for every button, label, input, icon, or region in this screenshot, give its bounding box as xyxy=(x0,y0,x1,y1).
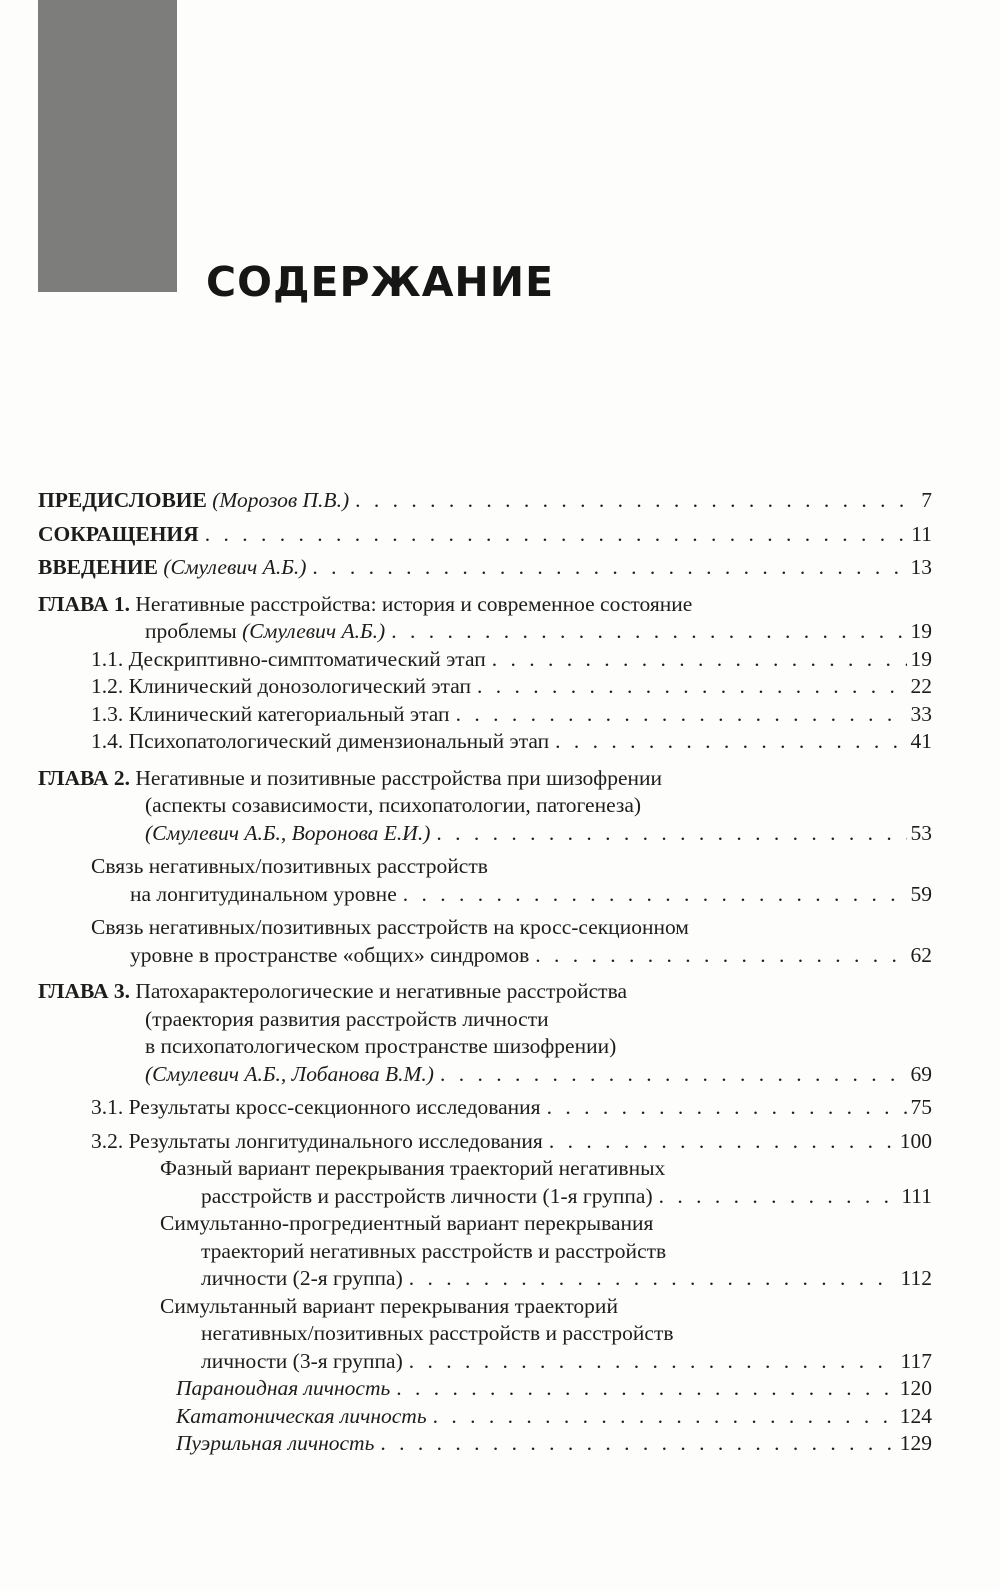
subsubsection-title: Пуэрильная личность xyxy=(176,1431,375,1455)
chapter-label: ГЛАВА 2. xyxy=(38,765,130,790)
toc-entry-variant-2[interactable] xyxy=(38,1210,932,1293)
toc-entry-introduction[interactable] xyxy=(38,554,932,582)
leader-dots xyxy=(555,728,906,756)
chapter-title-line: (аспекты созависимости, психопатологии, патогенеза) xyxy=(145,793,642,817)
leader-dots xyxy=(436,820,906,848)
toc-entry-label: СОКРАЩЕНИЯ xyxy=(38,521,199,546)
section-title-line: на лонгитудинальном уровне xyxy=(130,881,397,906)
chapter-title-line: (траектория развития расстройств личности xyxy=(145,1006,549,1031)
toc-entry-abbreviations[interactable] xyxy=(38,521,932,549)
toc-entry-section-2-2[interactable] xyxy=(38,914,932,969)
chapter-author: (Смулевич А.Б., Лобанова В.М.) xyxy=(145,1061,434,1086)
toc-entry-section-3-2[interactable] xyxy=(38,1128,932,1156)
chapter-title-line: Патохарактерологические и негативные расстройства xyxy=(135,979,627,1003)
page-number: 41 xyxy=(910,729,932,753)
leader-dots xyxy=(391,618,906,646)
subsection-title-line: личности (3-я группа) xyxy=(201,1348,403,1373)
subsection-title-line: личности (2-я группа) xyxy=(201,1266,403,1290)
chapter-title-line: в психопатологическом пространстве шизофрении) xyxy=(145,1034,617,1058)
leader-dots xyxy=(477,673,907,701)
toc-entry-section-1-3[interactable] xyxy=(38,701,932,729)
leader-dots xyxy=(659,1183,898,1211)
chapter-author: (Смулевич А.Б., Воронова Е.И.) xyxy=(145,820,431,845)
subsection-title-line: негативных/позитивных расстройств и расстройств xyxy=(201,1321,674,1345)
page-number: 19 xyxy=(910,646,932,671)
toc-entry-label: ПРЕДИСЛОВИЕ xyxy=(38,488,207,512)
section-title-line: Связь негативных/позитивных расстройств на кросс-секционном xyxy=(91,915,689,939)
table-of-contents xyxy=(38,487,932,1458)
leader-dots xyxy=(456,701,907,729)
toc-entry-section-1-1[interactable] xyxy=(38,646,932,674)
toc-entry-section-1-4[interactable] xyxy=(38,728,932,756)
chapter-author: (Смулевич А.Б.) xyxy=(242,619,386,643)
page-number: 7 xyxy=(921,488,932,512)
subsubsection-title: Кататоническая личность xyxy=(176,1403,427,1428)
section-title: 3.2. Результаты лонгитудинального исследования xyxy=(91,1128,543,1153)
page-number: 124 xyxy=(899,1403,932,1428)
section-title-line: уровне в пространстве «общих» синдромов xyxy=(130,942,530,967)
subsection-title-line: расстройств и расстройств личности (1-я группа) xyxy=(201,1183,653,1208)
leader-dots xyxy=(355,487,917,515)
page-number: 11 xyxy=(911,521,932,546)
section-title-line: Связь негативных/позитивных расстройств xyxy=(91,854,488,878)
toc-entry-section-1-2[interactable] xyxy=(38,673,932,701)
page-number: 111 xyxy=(901,1183,932,1208)
toc-entry-label: ВВЕДЕНИЕ xyxy=(38,555,158,579)
toc-entry-preface[interactable] xyxy=(38,487,932,515)
leader-dots xyxy=(403,881,907,909)
page-number: 100 xyxy=(899,1128,932,1153)
page-number: 13 xyxy=(910,555,932,579)
page-number: 59 xyxy=(910,881,932,906)
subsection-title-line: траекторий негативных расстройств и расстройств xyxy=(201,1238,667,1263)
subsubsection-title: Параноидная личность xyxy=(176,1376,391,1400)
chapter-label: ГЛАВА 1. xyxy=(38,591,130,616)
page-number: 112 xyxy=(900,1266,932,1290)
subsection-title-line: Симультанный вариант перекрывания траекторий xyxy=(160,1293,618,1318)
chapter-title-line: проблемы xyxy=(145,619,237,643)
section-title: 1.1. Дескриптивно-симптоматический этап xyxy=(91,646,486,671)
page-number: 62 xyxy=(910,942,932,967)
toc-entry-chapter-3[interactable] xyxy=(38,978,932,1088)
section-title: 3.1. Результаты кросс-секционного исследования xyxy=(91,1095,541,1119)
toc-entry-puerile[interactable] xyxy=(38,1430,932,1458)
page-number: 33 xyxy=(910,701,932,726)
subsection-title-line: Фазный вариант перекрывания траекторий негативных xyxy=(160,1156,666,1180)
subsection-title-line: Симультанно-прогредиентный вариант перекрывания xyxy=(160,1211,654,1235)
toc-entry-author: (Смулевич А.Б.) xyxy=(163,555,307,579)
toc-entry-author: (Морозов П.В.) xyxy=(212,488,350,512)
leader-dots xyxy=(409,1265,897,1293)
toc-entry-catatonic[interactable] xyxy=(38,1403,932,1431)
leader-dots xyxy=(492,646,907,674)
leader-dots xyxy=(396,1375,895,1403)
page-number: 117 xyxy=(900,1348,932,1373)
page-number: 53 xyxy=(910,820,932,845)
leader-dots xyxy=(535,942,906,970)
leader-dots xyxy=(549,1128,896,1156)
chapter-title-line: Негативные и позитивные расстройства при шизофрении xyxy=(135,765,663,790)
decorative-gray-block xyxy=(38,0,177,292)
leader-dots xyxy=(440,1061,907,1089)
toc-entry-section-2-1[interactable] xyxy=(38,853,932,908)
chapter-label: ГЛАВА 3. xyxy=(38,979,130,1003)
toc-entry-chapter-1[interactable] xyxy=(38,591,932,646)
leader-dots xyxy=(433,1403,896,1431)
leader-dots xyxy=(380,1430,895,1458)
toc-entry-chapter-2[interactable] xyxy=(38,765,932,848)
toc-entry-paranoid[interactable] xyxy=(38,1375,932,1403)
page-number: 22 xyxy=(910,674,932,698)
leader-dots xyxy=(312,554,906,582)
page-number: 129 xyxy=(899,1431,932,1455)
leader-dots xyxy=(547,1094,907,1122)
page-number: 75 xyxy=(910,1095,932,1119)
leader-dots xyxy=(409,1348,897,1376)
chapter-title-line: Негативные расстройства: история и современное состояние xyxy=(135,591,693,616)
section-title: 1.3. Клинический категориальный этап xyxy=(91,701,450,726)
section-title: 1.2. Клинический донозологический этап xyxy=(91,674,471,698)
toc-entry-variant-3[interactable] xyxy=(38,1293,932,1376)
section-title: 1.4. Психопатологический димензиональный этап xyxy=(91,729,550,753)
page-title: СОДЕРЖАНИЕ xyxy=(206,258,555,306)
page-number: 120 xyxy=(899,1376,932,1400)
page-number: 19 xyxy=(910,619,932,643)
toc-entry-variant-1[interactable] xyxy=(38,1155,932,1210)
leader-dots xyxy=(205,521,908,549)
toc-entry-section-3-1[interactable] xyxy=(38,1094,932,1122)
page-number: 69 xyxy=(910,1061,932,1086)
